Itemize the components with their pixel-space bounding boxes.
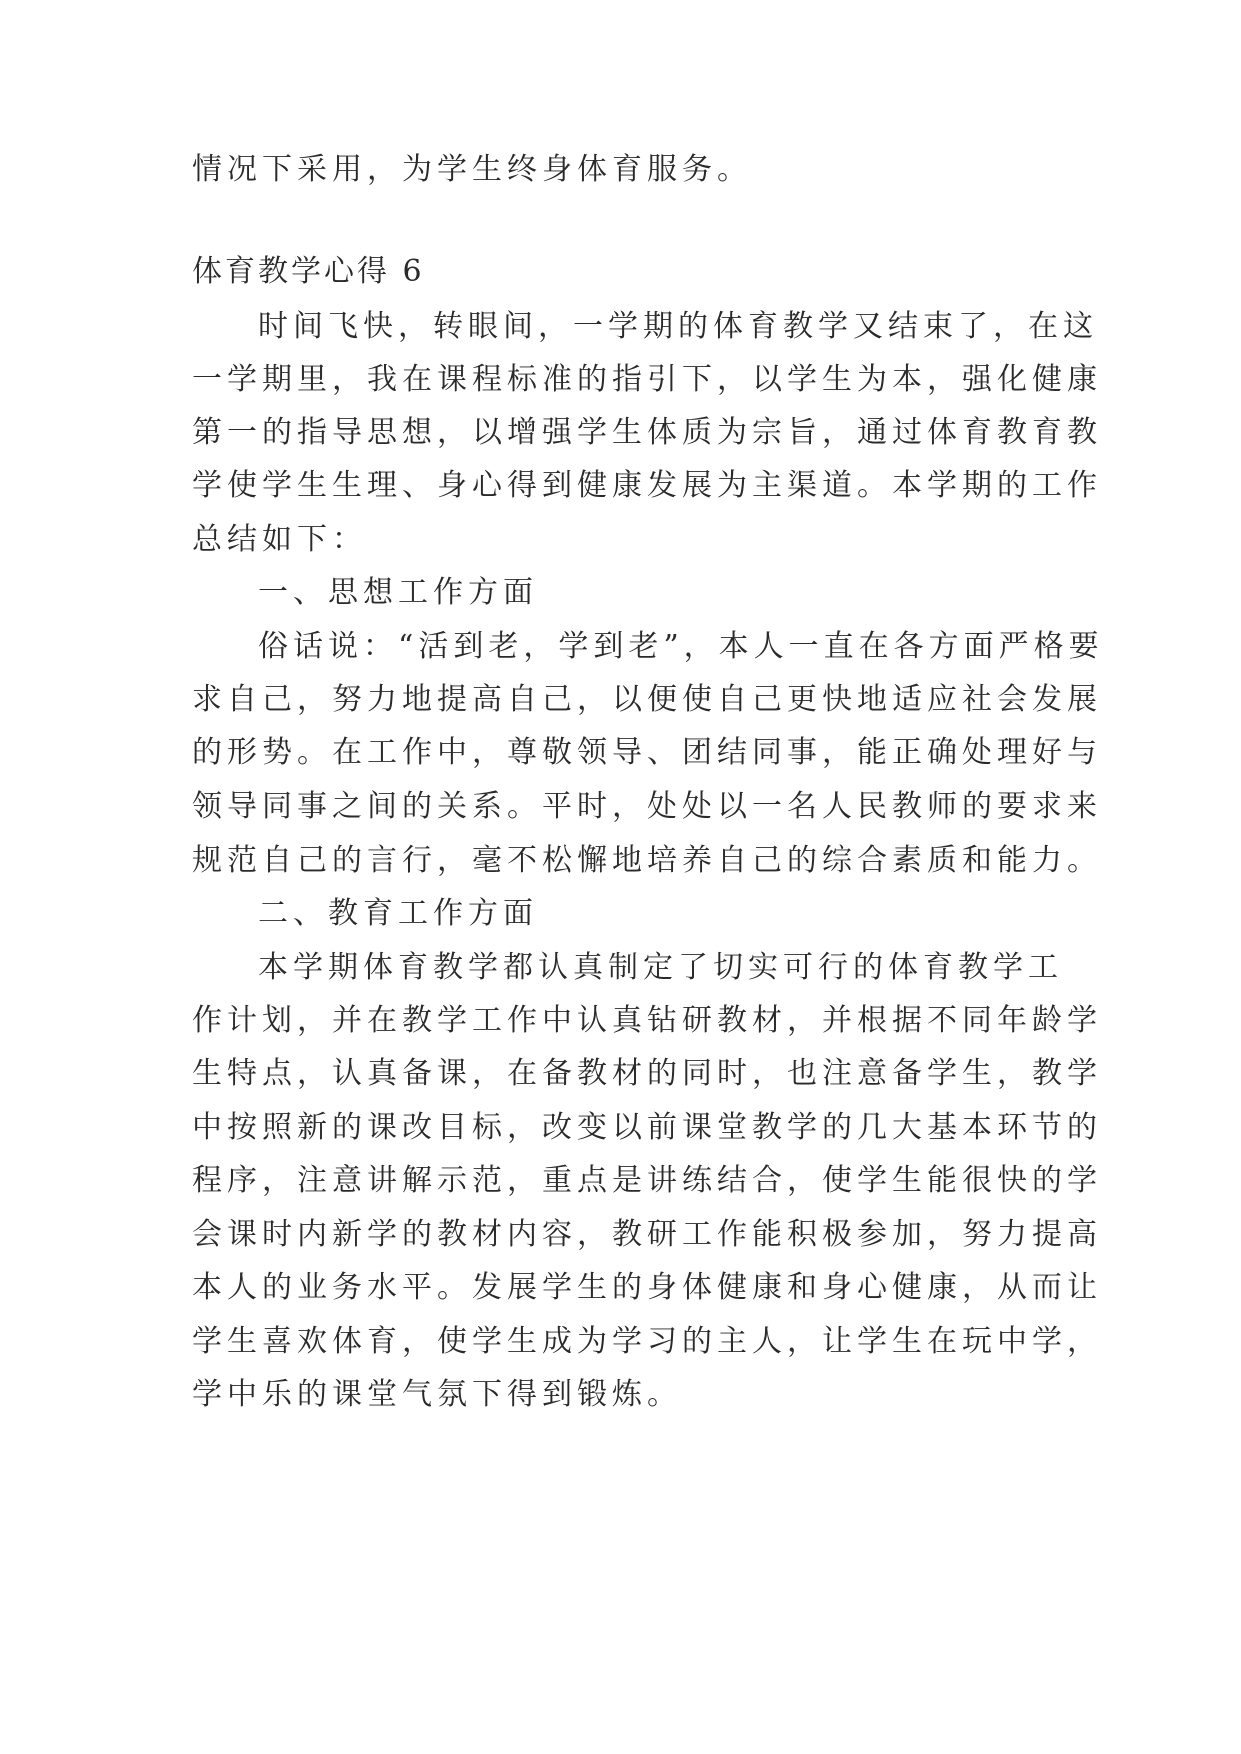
text-line: 会课时内新学的教材内容，教研工作能积极参加，努力提高 <box>192 1217 1102 1252</box>
section-title: 体育教学心得 6 <box>192 254 425 289</box>
text-line: 第一的指导思想，以增强学生体质为宗旨，通过体育教育教 <box>192 415 1102 450</box>
text-line: 生特点，认真备课，在备教材的同时，也注意备学生，教学 <box>192 1056 1102 1091</box>
subheading: 二、教育工作方面 <box>258 896 538 931</box>
text-line: 情况下采用，为学生终身体育服务。 <box>192 152 752 187</box>
text-line: 总结如下： <box>192 522 367 557</box>
text-line: 一学期里，我在课程标准的指引下，以学生为本，强化健康 <box>192 362 1102 397</box>
text-line: 本人的业务水平。发展学生的身体健康和身心健康，从而让 <box>192 1270 1102 1305</box>
text-line: 中按照新的课改目标，改变以前课堂教学的几大基本环节的 <box>192 1110 1102 1145</box>
text-line: 学使学生生理、身心得到健康发展为主渠道。本学期的工作 <box>192 468 1102 503</box>
subheading: 一、思想工作方面 <box>258 575 538 610</box>
text-line: 领导同事之间的关系。平时，处处以一名人民教师的要求来 <box>192 789 1102 824</box>
text-line: 的形势。在工作中，尊敬领导、团结同事，能正确处理好与 <box>192 735 1102 770</box>
text-line: 规范自己的言行，毫不松懈地培养自己的综合素质和能力。 <box>192 843 1102 878</box>
text-line: 程序，注意讲解示范，重点是讲练结合，使学生能很快的学 <box>192 1163 1102 1198</box>
text-line: 作计划，并在教学工作中认真钻研教材，并根据不同年龄学 <box>192 1003 1102 1038</box>
text-line: 学生喜欢体育，使学生成为学习的主人，让学生在玩中学， <box>192 1324 1102 1359</box>
text-line: 俗话说：“活到老，学到老”，本人一直在各方面严格要 <box>258 629 1104 664</box>
text-line: 求自己，努力地提高自己，以便使自己更快地适应社会发展 <box>192 682 1102 717</box>
text-line: 学中乐的课堂气氛下得到锻炼。 <box>192 1377 682 1412</box>
text-line: 本学期体育教学都认真制定了切实可行的体育教学工 <box>258 950 1063 985</box>
text-line: 时间飞快，转眼间，一学期的体育教学又结束了，在这 <box>258 309 1098 344</box>
